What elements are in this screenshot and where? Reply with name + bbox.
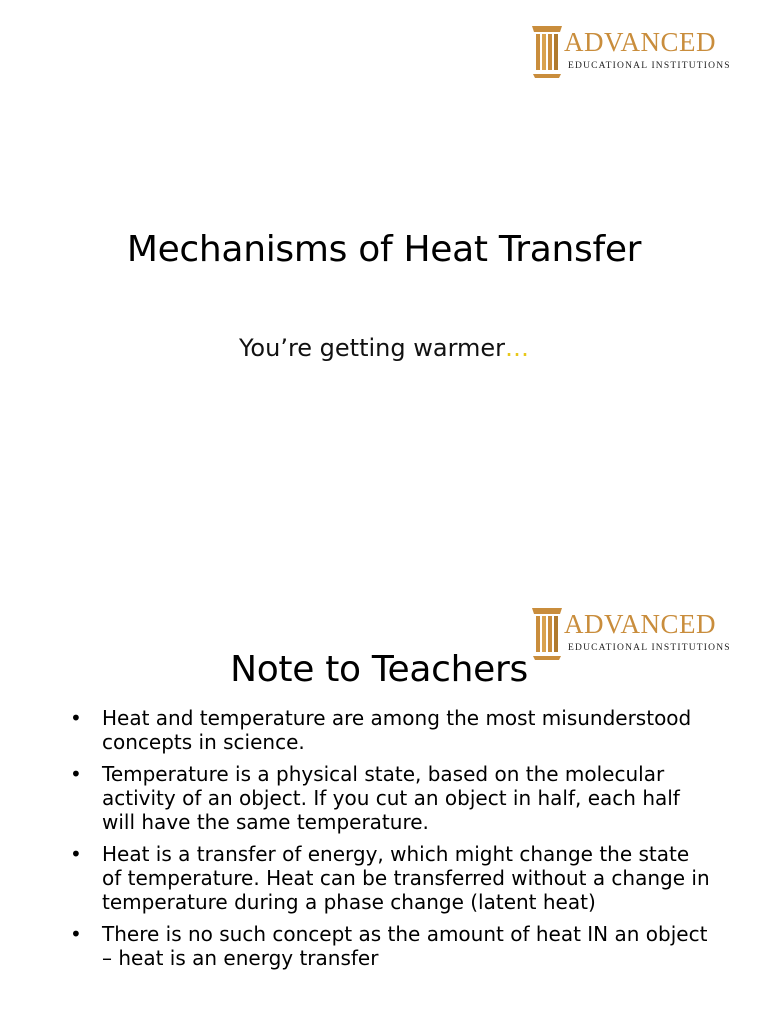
advanced-logo xyxy=(530,22,740,82)
logo-tagline: EDUCATIONAL INSTITUTIONS xyxy=(568,643,731,653)
bullet-dot-icon: • xyxy=(70,842,82,866)
logo-brand: ADVANCED xyxy=(564,27,717,57)
subtitle-text: You’re getting warmer xyxy=(238,334,506,362)
slide-subtitle xyxy=(0,332,768,364)
bullet-item xyxy=(70,762,710,834)
bullet-text: Heat and temperature are among the most misunderstood concepts in science. xyxy=(102,706,692,754)
bullet-text: Heat is a transfer of energy, which might change the state of temperature. Heat can be transferred without a change in temperature during a phase change (latent heat) xyxy=(102,842,710,914)
bullet-item xyxy=(70,922,710,970)
slide-note-to-teachers xyxy=(0,512,768,1024)
slide-heading: Note to Teachers xyxy=(230,649,528,690)
bullet-item xyxy=(70,706,710,754)
bullet-text: Temperature is a physical state, based on the molecular activity of an object. If you cut an object in half, each half will have the same temperature. xyxy=(102,762,680,834)
bullet-list xyxy=(70,706,710,978)
subtitle-ellipsis: … xyxy=(505,334,530,362)
bullet-dot-icon: • xyxy=(70,706,82,730)
bullet-dot-icon: • xyxy=(70,922,82,946)
bullet-dot-icon: • xyxy=(70,762,82,786)
bullet-item xyxy=(70,842,710,914)
slide-title-heading: Mechanisms of Heat Transfer xyxy=(126,229,642,270)
logo-tagline: EDUCATIONAL INSTITUTIONS xyxy=(568,61,731,71)
logo-brand: ADVANCED xyxy=(564,609,717,639)
logo-emblem-icon xyxy=(530,22,564,80)
bullet-text: There is no such concept as the amount of heat IN an object – heat is an energy transfer xyxy=(102,922,708,970)
